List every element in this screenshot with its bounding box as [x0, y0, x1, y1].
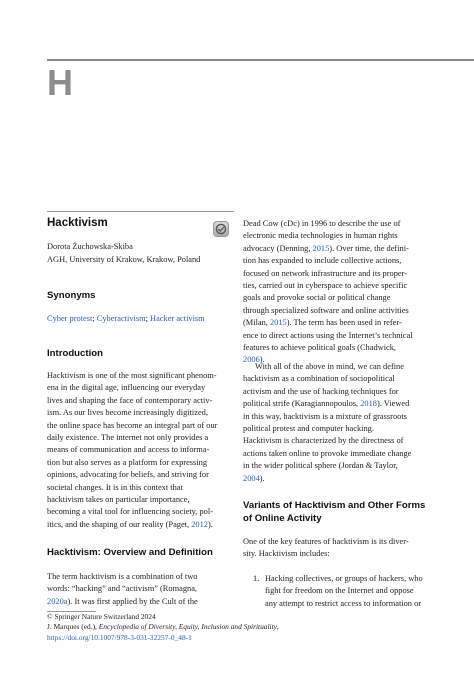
overview-paragraph: The term hacktivism is a combination of two words: “hacking” and “activism” (Romagna, 2020a). It was first applied by the Cult of the — [47, 572, 198, 606]
citation-link[interactable]: 2012 — [191, 519, 208, 529]
list-item-number: 1. — [253, 574, 260, 583]
entry-title: Hacktivism — [47, 217, 108, 229]
copyright: © Springer Nature Switzerland 2024 — [47, 612, 156, 621]
check-for-updates-icon[interactable] — [213, 221, 229, 237]
citation-link[interactable]: 2006 — [243, 355, 260, 365]
synonym-link[interactable]: Cyberactivism — [96, 314, 146, 323]
doi-link[interactable]: https://doi.org/10.1007/978-3-031-32257-0_48-1 — [47, 632, 192, 642]
book-citation: J. Marques (ed.), Encyclopedia of Diversity, Equity, Inclusion and Spirituality, — [47, 622, 279, 632]
variants-heading: Variants of Hacktivism and Other Forms of Online Activity — [243, 500, 426, 524]
synonym-link[interactable]: Hacker activism — [150, 314, 205, 323]
citation-link[interactable]: 2020a — [47, 596, 68, 606]
synonyms-heading: Synonyms — [47, 290, 96, 301]
chapter-top-rule — [47, 59, 474, 61]
footer — [47, 612, 279, 643]
list-item: 1. Hacking collectives, or groups of hackers, who fight for freedom on the Internet and oppose any attempt to restrict access to information or — [253, 574, 423, 608]
synonym-link[interactable]: Cyber protest — [47, 314, 93, 323]
entry-title-rule — [47, 211, 234, 212]
citation-link[interactable]: 2015 — [312, 243, 330, 253]
introduction-heading: Introduction — [47, 348, 103, 359]
definition-paragraph: Dead Cow (cDc) in 1996 to describe the use of electronic media technologies in human rights advocacy (Denning, 2015). Over time, the defini- tion has expanded to include collective actions, focused on network infrastructure and its proper- ties, carried out in cyberspace to achieve specific goals and provoke social or political change through specialized software and online activities (Milan, 2015). The term has been used in refer- ence to direct actions using the Internet’s technical features to achieve political goals (Chadwick, 2006). — [243, 219, 413, 365]
variants-intro: One of the key features of hacktivism is its diver- sity. Hacktivism includes: — [243, 537, 409, 559]
author-block — [47, 240, 200, 266]
citation-link[interactable]: 2018 — [360, 399, 377, 409]
author-name: Dorota Żuchowska-Skiba — [47, 242, 133, 251]
definition-paragraph-2: With all of the above in mind, we can define hacktivism as a combination of sociopolitical activism and the use of hacking techniques for political strife (Karagiannopoulos, 2018). Viewed in this way, hacktivism is a mixture of grassroots political protest and computer hacking. Hacktivism is characterized by the directness of actions taken online to provoke immediate change in the wider political sphere (Jordan & Taylor, 2004). — [243, 362, 412, 483]
citation-link[interactable]: 2015 — [269, 318, 287, 328]
author-affiliation: AGH, University of Krakow, Krakow, Poland — [47, 255, 201, 264]
synonyms-list: Cyber protest; Cyberactivism; Hacker activism — [47, 314, 205, 323]
overview-heading: Hacktivism: Overview and Definition — [47, 547, 213, 558]
introduction-paragraph: Hacktivism is one of the most significant phenom- ena in the digital age, influencing our everyday lives and shaping the face of contemporary activ- ism. As our lives become increasingly digitized, the online space has become an integral part of our daily existence. The internet not only provides a means of communication and access to informa- tion but also serves as a platform for expressing opinions, advocating for beliefs, and striving for societal changes. It is in this context that hacktivism takes on particular importance, becoming a vital tool for influencing society, pol- itics, and the shaping of our reality (Paget, 2012). — [47, 371, 218, 529]
chapter-letter: H — [47, 62, 73, 103]
citation-link[interactable]: 2004 — [243, 473, 260, 483]
